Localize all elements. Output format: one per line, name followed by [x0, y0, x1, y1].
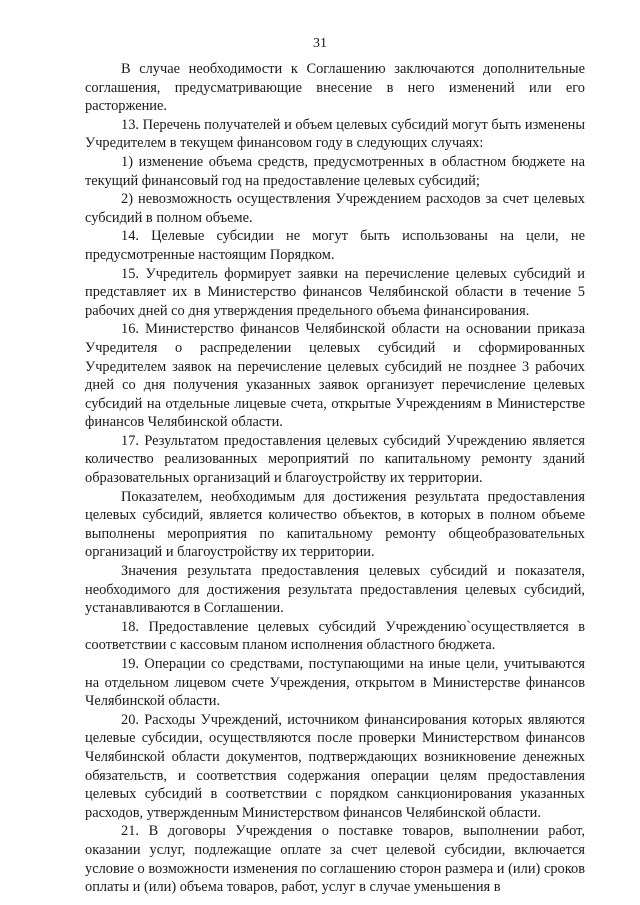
paragraph: 2) невозможность осуществления Учреждением расходов за счет целевых субсидий в полном объеме. — [85, 191, 585, 226]
paragraph: 15. Учредитель формирует заявки на перечисление целевых субсидий и представляет их в Министерство финансов Челябинской области в течение 5 рабочих дней со дня утверждения предельного объема финансирования. — [85, 265, 585, 319]
paragraph: 20. Расходы Учреждений, источником финансирования которых являются целевые субсидии, осуществляются после проверки Министерством финансов Челябинской области документов, подтверждающих возникновение денежных обязательств, и соответствия содержания операции целям предоставления целевых субсидий в соответствии с порядком санкционирования указанных расходов, утвержденным Министерством финансов Челябинской области. — [85, 711, 585, 821]
paragraph: 16. Министерство финансов Челябинской области на основании приказа Учредителя о распределении целевых субсидий и сформированных Учредителем заявок на перечисление целевых субсидий не позднее 3 рабочих дней со дня получения указанных заявок организует перечисление целевых субсидий на отдельные лицевые счета, открытые Учреждениям в Министерстве финансов Челябинской области. — [85, 321, 585, 431]
paragraph: 21. В договоры Учреждения о поставке товаров, выполнении работ, оказании услуг, подлежащие оплате за счет целевой субсидии, включается условие о возможности изменения по соглашению сторон размера и (или) сроков оплаты и (или) объема товаров, работ, услуг в случае уменьшения в — [85, 823, 585, 896]
paragraph: 13. Перечень получателей и объем целевых субсидий могут быть изменены Учредителем в текущем финансовом году в следующих случаях: — [85, 116, 585, 152]
paragraph: Показателем, необходимым для достижения результата предоставления целевых субсидий, является количество объектов, в которых в полном объеме выполнены мероприятия по капитальному ремонту общеобразовательных организаций и благоустройству их территории. — [85, 488, 585, 561]
paragraph: 14. Целевые субсидии не могут быть использованы на цели, не предусмотренные настоящим Порядком. — [85, 228, 585, 263]
paragraph: 17. Результатом предоставления целевых субсидий Учреждению является количество реализованных мероприятий по капитальному ремонту зданий образовательных организаций и благоустройству их территории. — [85, 432, 585, 487]
paragraph: 19. Операции со средствами, поступающими на иные цели, учитываются на отдельном лицевом счете Учреждения, открытом в Министерстве финансов Челябинской области. — [85, 656, 585, 710]
paragraph: 18. Предоставление целевых субсидий Учреждению`осуществляется в соответствии с кассовым планом исполнения областного бюджета. — [85, 618, 585, 654]
paragraph: В случае необходимости к Соглашению заключаются дополнительные соглашения, предусматривающие внесение в него изменений или его расторжение. — [85, 61, 585, 115]
paragraph: 1) изменение объема средств, предусмотренных в областном бюджете на текущий финансовый год на предоставление целевых субсидий; — [85, 153, 585, 189]
page-number: 31 — [313, 36, 327, 51]
paragraph: Значения результата предоставления целевых субсидий и показателя, необходимого для достижения результата предоставления целевых субсидий, устанавливаются в Соглашении. — [85, 563, 585, 617]
document-body — [85, 60, 585, 897]
